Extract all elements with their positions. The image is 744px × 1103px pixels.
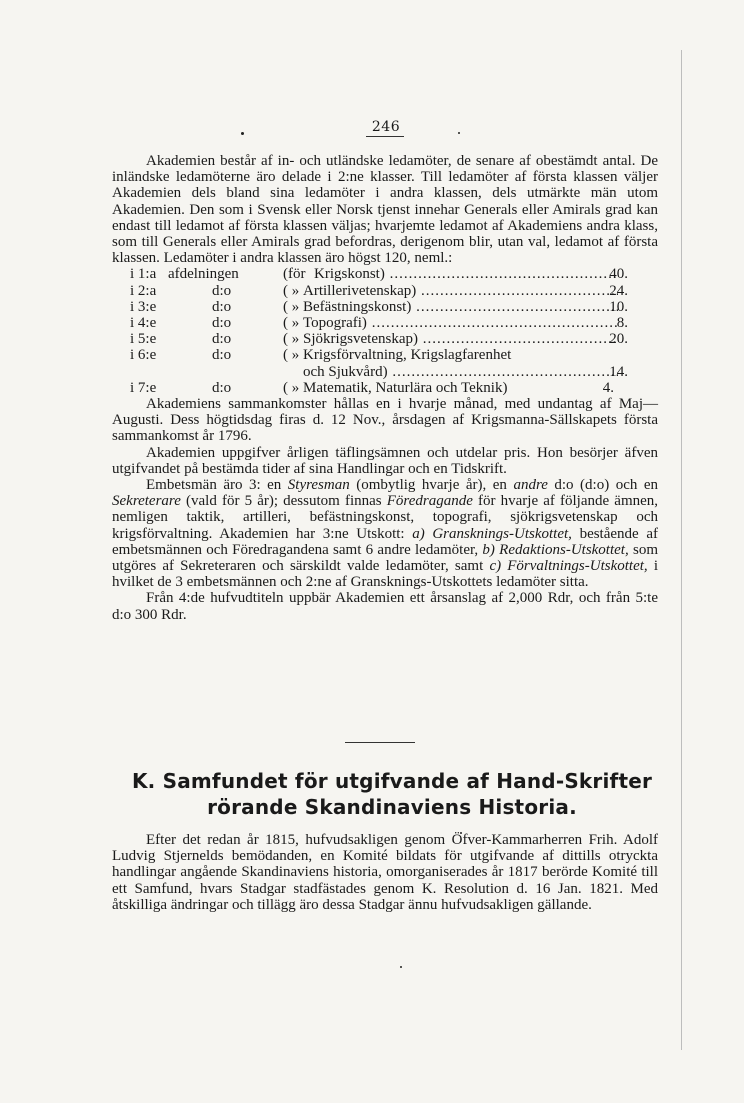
page-number-underline xyxy=(366,136,404,137)
officials-paragraph: Embetsmän äro 3: en Styresman (ombytlig hvarje år), en andre d:o (d:o) och en Sekreterare (vald för 5 år); dessutom finnas Föredragande för hvarje af följande ämnen, nemligen taktik, artilleri, befästningskonst, topografi, sjökrigsvetenskap och krigsförvaltning. Akademien har 3:ne Utskott: a) Gransknings-Utskottet, bestående af embetsmännen och Föredragandena samt 6 andre ledamöter, b) Redaktions-Utskottet, som utgöres af Sekreteraren och särskildt valde ledamöter, samt c) Förvaltnings-Utskottet, i hvilket de 3 embetsmännen och 2:ne af Gransknings-Utskottets ledamöter sitta. xyxy=(112,476,659,591)
division-paren: (för xyxy=(283,266,306,283)
division-row xyxy=(112,347,658,363)
ink-speck xyxy=(241,132,244,135)
division-row xyxy=(112,331,658,347)
ink-speck xyxy=(400,966,402,968)
meetings-paragraph: Akademiens sammankomster hållas en i hvarje månad, med undantag af Maj—Augusti. Dess högtidsdag firas d. 12 Nov., årsdagen af Krigsmanna-Sällskapets första sammankomst år 1796. xyxy=(112,395,658,445)
section-paragraph: Efter det redan år 1815, hufvudsakligen genom Öfver-Kammarherren Frih. Adolf Ludvig Stjernelds bemödanden, en Komité bildats för utgifvande af dittills otryckta handlingar angående Skandinaviens historia, omorganiserades år 1817 berörde Komité till ett Samfund, hvars Stadgar stadfästades genom K. Resolution d. 16 Jan. 1821. Med åtskilliga ändringar och tillägg äro dessa Stadgar ännu hufvudsakligen gällande. xyxy=(112,832,658,913)
division-paren: ( » xyxy=(283,331,300,348)
division-paren: ( » xyxy=(283,314,300,331)
division-subject: Topografi) ..... xyxy=(303,315,618,331)
division-label: d:o xyxy=(212,379,232,396)
division-paren: ( » xyxy=(283,379,300,396)
division-number: i 1:a xyxy=(130,266,157,283)
section-heading-line: K. Samfundet för utgifvande af Hand-Skrifter xyxy=(131,769,653,793)
division-count: 14. xyxy=(609,363,628,380)
division-label: d:o xyxy=(212,314,232,331)
division-row xyxy=(112,266,658,282)
prizes-paragraph: Akademien uppgifver årligen täflingsämnen och utdelar pris. Hon besörjer äfven utgifvandet på bestämda tider af sina Handlingar och en Tidskrift. xyxy=(112,444,658,477)
division-count: 20. xyxy=(609,331,628,348)
intro-section xyxy=(112,153,658,623)
division-count: 8. xyxy=(616,314,628,331)
division-label: d:o xyxy=(212,331,232,348)
page-edge-line xyxy=(681,50,682,1050)
division-label: d:o xyxy=(212,298,232,315)
division-number: i 3:e xyxy=(130,298,157,315)
division-row xyxy=(112,380,658,396)
division-number: i 4:e xyxy=(130,314,157,331)
division-row xyxy=(112,315,658,331)
division-subject: Krigskonst) ..... xyxy=(314,266,618,282)
division-paren: ( » xyxy=(283,282,300,299)
division-number: i 7:e xyxy=(130,379,157,396)
division-row-continued xyxy=(112,364,658,380)
division-count: 10. xyxy=(609,298,628,315)
section-heading-line: rörande Skandinaviens Historia. xyxy=(207,795,577,819)
division-label: d:o xyxy=(212,347,232,364)
division-subject: Artillerivetenskap) ..... xyxy=(303,283,618,299)
division-count: 4. xyxy=(602,379,614,396)
division-row xyxy=(112,299,658,315)
division-label: d:o xyxy=(212,282,232,299)
page-number: 246 xyxy=(371,119,401,135)
intro-paragraph: Akademien består af in- och utländske ledamöter, de senare af obestämdt antal. De inländske ledamöterne äro delade i 2:ne klasser. Till ledamöter af första klassen väljer Akademien dels bland sina ledamöter i andra klassen, dels utmärkte män utom Akademien. Den som i Svensk eller Norsk tjenst innehar Generals eller Amirals grad kan endast till ledamot af första klassen väljas; hvarjemte ledamot af Akademiens andra klass, som till Generals eller Amirals grad befordras, derigenom blir, utan val, ledamot af första klassen. Ledamöter i andra klassen äro högst 120, neml.: xyxy=(112,153,658,267)
division-label: afdelningen xyxy=(168,266,239,283)
division-subject: Krigsförvaltning, Krigslagfarenhet xyxy=(303,347,512,364)
division-subject: Befästningskonst) ..... xyxy=(303,299,618,315)
division-subject-continued: och Sjukvård) ..... xyxy=(303,364,618,380)
division-row xyxy=(112,283,658,299)
division-count: 40. xyxy=(609,266,628,283)
division-subject: Sjökrigsvetenskap) ..... xyxy=(303,331,618,347)
section-separator xyxy=(345,742,415,743)
funding-paragraph: Från 4:de hufvudtiteln uppbär Akademien ett årsanslag af 2,000 Rdr, och från 5:te d:o 300 Rdr. xyxy=(112,590,658,623)
division-paren: ( » xyxy=(283,347,300,364)
division-number: i 2:a xyxy=(130,282,157,299)
section-heading xyxy=(112,768,672,820)
division-number: i 6:e xyxy=(130,347,157,364)
division-paren: ( » xyxy=(283,298,300,315)
section-body xyxy=(112,832,658,913)
division-count: 24. xyxy=(609,282,628,299)
division-number: i 5:e xyxy=(130,331,157,348)
divisions-list xyxy=(112,266,658,396)
division-subject: Matematik, Naturlära och Teknik) xyxy=(303,379,508,396)
ink-speck xyxy=(458,132,460,134)
